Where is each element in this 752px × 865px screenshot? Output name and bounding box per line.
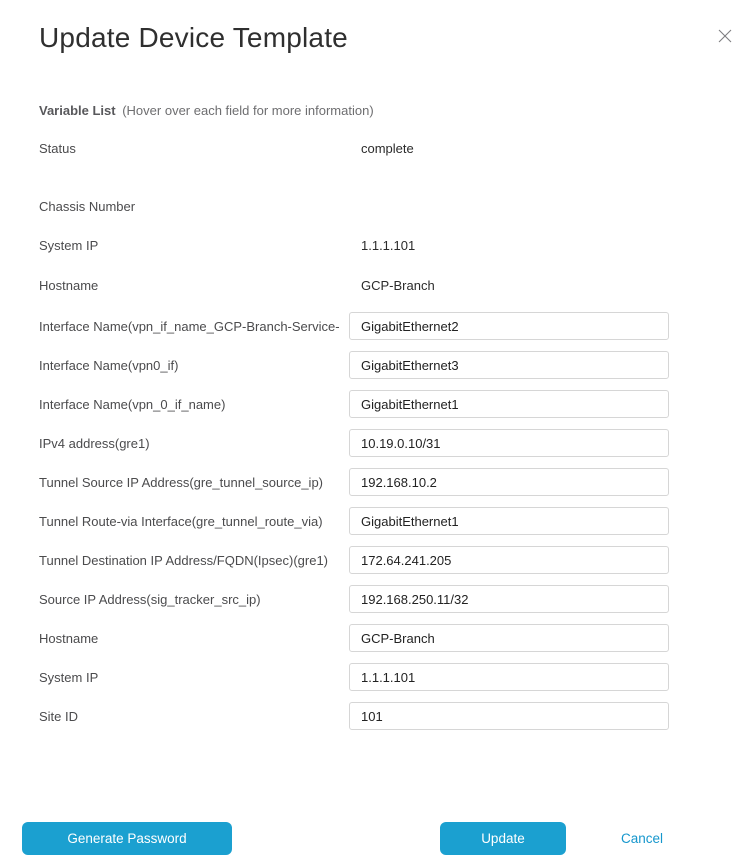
- variable-label: Hostname: [39, 630, 99, 646]
- variable-row-editable: [39, 624, 752, 652]
- variable-label: IPv4 address(gre1): [39, 435, 150, 451]
- variable-label: Site ID: [39, 708, 79, 724]
- generate-password-button[interactable]: Generate Password: [22, 822, 232, 855]
- variable-row-editable: [39, 663, 752, 691]
- variable-value-input[interactable]: [349, 429, 669, 457]
- variable-label: Hostname: [39, 277, 99, 293]
- variable-label: Source IP Address(sig_tracker_src_ip): [39, 591, 261, 607]
- variable-row-editable: [39, 585, 752, 613]
- variable-row-static: [39, 271, 752, 299]
- variable-value-input[interactable]: [349, 312, 669, 340]
- variable-value-readonly: GCP-Branch: [361, 277, 435, 293]
- page-title: Update Device Template: [39, 22, 348, 53]
- variable-value-input[interactable]: [349, 663, 669, 691]
- variable-row-editable: [39, 546, 752, 574]
- variable-row-static: [39, 134, 752, 162]
- variable-row-editable: [39, 702, 752, 730]
- variable-row-editable: [39, 390, 752, 418]
- modal-footer: [0, 822, 752, 855]
- cancel-button[interactable]: Cancel: [620, 831, 663, 846]
- close-icon[interactable]: [717, 28, 733, 44]
- variable-row-static: [39, 231, 752, 259]
- update-device-template-modal: [0, 22, 752, 865]
- variable-row-editable: [39, 468, 752, 496]
- variable-value-input[interactable]: [349, 624, 669, 652]
- variable-list-hint: (Hover over each field for more information): [122, 103, 374, 118]
- variable-value-readonly: 1.1.1.101: [361, 237, 416, 253]
- variable-value-input[interactable]: [349, 585, 669, 613]
- variable-row-static: [39, 192, 752, 220]
- variable-label: Status: [39, 140, 76, 156]
- variable-label: System IP: [39, 237, 99, 253]
- variable-label: System IP: [39, 669, 99, 685]
- variable-label: Tunnel Source IP Address(gre_tunnel_source_ip): [39, 474, 324, 490]
- variable-value-input[interactable]: [349, 468, 669, 496]
- variable-label: Interface Name(vpn_0_if_name): [39, 396, 226, 412]
- editable-variable-rows: [39, 312, 752, 730]
- variable-value-input[interactable]: [349, 546, 669, 574]
- variable-label: Chassis Number: [39, 198, 136, 214]
- variable-list-heading: [39, 103, 752, 118]
- close-icon-glyph: [718, 29, 732, 43]
- update-button[interactable]: Update: [440, 822, 566, 855]
- variable-label: Tunnel Route-via Interface(gre_tunnel_route_via): [39, 513, 323, 529]
- variable-label: Tunnel Destination IP Address/FQDN(Ipsec)(gre1): [39, 552, 329, 568]
- variable-value-input[interactable]: [349, 702, 669, 730]
- variable-value-input[interactable]: [349, 351, 669, 379]
- variable-value-input[interactable]: [349, 390, 669, 418]
- variable-label: Interface Name(vpn0_if): [39, 357, 179, 373]
- variable-value-readonly: complete: [361, 140, 414, 156]
- variable-value-input[interactable]: [349, 507, 669, 535]
- static-variable-rows: [39, 134, 752, 299]
- variable-row-editable: [39, 429, 752, 457]
- variable-list-label: Variable List: [39, 103, 116, 118]
- variable-row-editable: [39, 312, 752, 340]
- variable-label: Interface Name(vpn_if_name_GCP-Branch-Service-: [39, 318, 340, 334]
- variable-row-editable: [39, 351, 752, 379]
- variable-row-editable: [39, 507, 752, 535]
